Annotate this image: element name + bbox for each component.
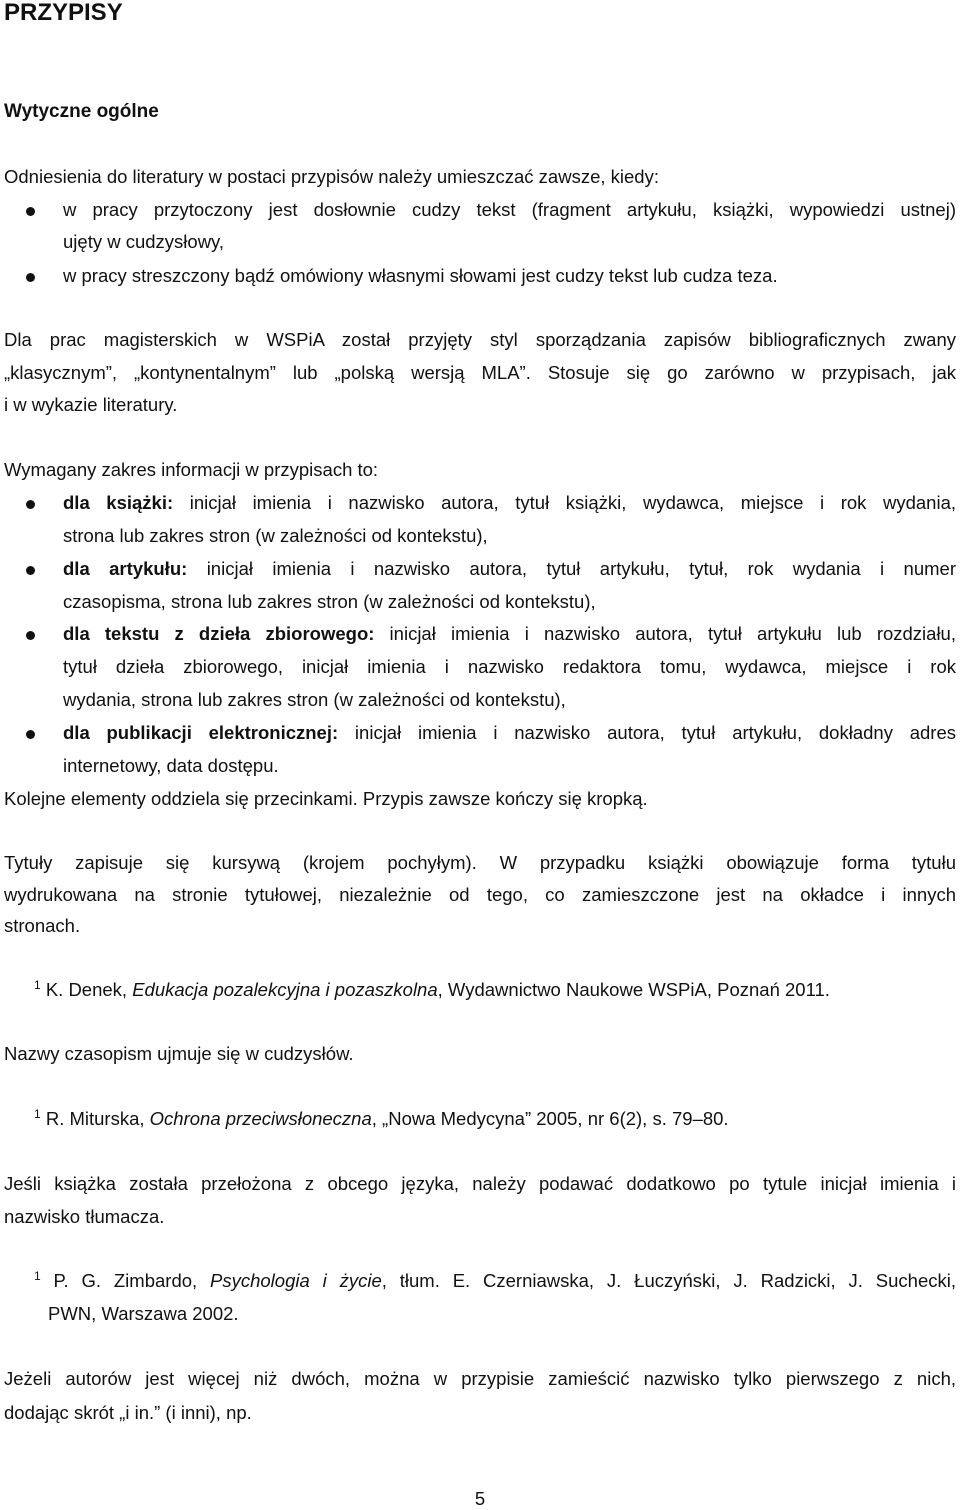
scope-article-line-2: czasopisma, strona lub zakres stron (w zależności od kontekstu), bbox=[63, 591, 596, 612]
footnote-example-1 bbox=[34, 978, 960, 1002]
case-1-line-1: w pracy przytoczony jest dosłownie cudzy tekst (fragment artykułu, książki, wypowiedzi ustnej) bbox=[63, 199, 956, 220]
footnote-title: Ochrona przeciwsłoneczna bbox=[149, 1108, 372, 1129]
scope-collection-text: inicjał imienia i nazwisko autora, tytuł artykułu lub rozdziału, bbox=[374, 623, 956, 644]
bullet-icon bbox=[26, 730, 35, 739]
footnote-example-3 bbox=[34, 1269, 956, 1293]
case-1-line-2: ujęty w cudzysłowy, bbox=[63, 231, 225, 252]
titles-par-line-2: wydrukowana na stronie tytułowej, niezależnie od tego, co zamieszczone jest na okładce i innych bbox=[4, 884, 956, 905]
footnote-title: Psychologia i życie bbox=[210, 1270, 382, 1291]
titles-par-line-3: stronach. bbox=[4, 915, 81, 936]
translation-par-line-2: nazwisko tłumacza. bbox=[4, 1206, 165, 1227]
scope-collection-line-2: tytuł dzieła zbiorowego, inicjał imienia i nazwisko redaktora tomu, wydawca, miejsce i rok bbox=[63, 656, 956, 677]
bullet-icon bbox=[26, 631, 35, 640]
style-par-line-3: i w wykazie literatury. bbox=[4, 394, 178, 415]
scope-book-label: dla książki: bbox=[63, 492, 174, 513]
footnote-number: 1 bbox=[34, 978, 41, 992]
footnote-text: , „Nowa Medycyna” 2005, nr 6(2), s. 79–80. bbox=[371, 1108, 729, 1129]
footnote-text: , Wydawnictwo Naukowe WSPiA, Poznań 2011. bbox=[437, 979, 830, 1000]
scope-collection-label: dla tekstu z dzieła zbiorowego: bbox=[63, 623, 375, 644]
scope-article-label: dla artykułu: bbox=[63, 558, 188, 579]
scope-book-line-2: strona lub zakres stron (w zależności od kontekstu), bbox=[63, 525, 488, 546]
scope-electronic-line-1 bbox=[63, 721, 956, 745]
footnote-number: 1 bbox=[34, 1269, 41, 1283]
style-par-line-2: „klasycznym”, „kontynentalnym” lub „polską wersją MLA”. Stosuje się go zarówno w przypisach, jak bbox=[4, 362, 956, 383]
footnote-text: P. G. Zimbardo, bbox=[40, 1270, 211, 1291]
footnote-title: Edukacja pozalekcyjna i pozaszkolna bbox=[132, 979, 438, 1000]
style-par-line-1: Dla prac magisterskich w WSPiA został przyjęty styl sporządzania zapisów bibliograficznych zwany bbox=[4, 329, 956, 350]
authors-par-line-1: Jeżeli autorów jest więcej niż dwóch, można w przypisie zamieścić nazwisko tylko pierwszego z nich, bbox=[4, 1368, 956, 1389]
scope-electronic-line-2: internetowy, data dostępu. bbox=[63, 755, 279, 776]
translation-par-line-1: Jeśli książka została przełożona z obcego języka, należy podawać dodatkowo po tytule inicjał imienia i bbox=[4, 1173, 956, 1194]
scope-collection-line-1 bbox=[63, 622, 956, 646]
footnote-text: , tłum. E. Czerniawska, J. Łuczyński, J. Radzicki, J. Suchecki, bbox=[381, 1270, 956, 1291]
footnote-text: K. Denek, bbox=[40, 979, 133, 1000]
section-heading: Wytyczne ogólne bbox=[4, 101, 159, 122]
footnote-example-3-line-2: PWN, Warszawa 2002. bbox=[48, 1303, 239, 1324]
page-title: PRZYPISY bbox=[4, 0, 123, 26]
bullet-icon bbox=[26, 566, 35, 575]
scope-electronic-label: dla publikacji elektronicznej: bbox=[63, 722, 339, 743]
bullet-icon bbox=[26, 207, 35, 216]
separators-text: Kolejne elementy oddziela się przecinkami. Przypis zawsze kończy się kropką. bbox=[4, 788, 648, 809]
scope-book-text: inicjał imienia i nazwisko autora, tytuł książki, wydawca, miejsce i rok wydania, bbox=[173, 492, 957, 513]
bullet-icon bbox=[26, 273, 35, 282]
page-number: 5 bbox=[474, 1488, 486, 1509]
scope-intro: Wymagany zakres informacji w przypisach to: bbox=[4, 459, 379, 480]
footnote-text: R. Miturska, bbox=[40, 1108, 150, 1129]
scope-article-text: inicjał imienia i nazwisko autora, tytuł artykułu, tytuł, rok wydania i numer bbox=[187, 558, 956, 579]
case-2-line-1: w pracy streszczony bądź omówiony własnymi słowami jest cudzy tekst lub cudza teza. bbox=[63, 265, 778, 286]
scope-electronic-text: inicjał imienia i nazwisko autora, tytuł artykułu, dokładny adres bbox=[338, 722, 957, 743]
scope-collection-line-3: wydania, strona lub zakres stron (w zależności od kontekstu), bbox=[63, 689, 566, 710]
footnote-number: 1 bbox=[34, 1107, 41, 1121]
footnote-example-2 bbox=[34, 1107, 960, 1131]
intro-text: Odniesienia do literatury w postaci przypisów należy umieszczać zawsze, kiedy: bbox=[4, 166, 659, 187]
bullet-icon bbox=[26, 500, 35, 509]
scope-article-line-1 bbox=[63, 557, 956, 581]
titles-par-line-1: Tytuły zapisuje się kursywą (krojem pochyłym). W przypadku książki obowiązuje forma tytułu bbox=[4, 852, 956, 873]
journals-text: Nazwy czasopism ujmuje się w cudzysłów. bbox=[4, 1043, 354, 1064]
scope-book-line-1 bbox=[63, 491, 956, 515]
authors-par-line-2: dodając skrót „i in.” (i inni), np. bbox=[4, 1402, 252, 1423]
